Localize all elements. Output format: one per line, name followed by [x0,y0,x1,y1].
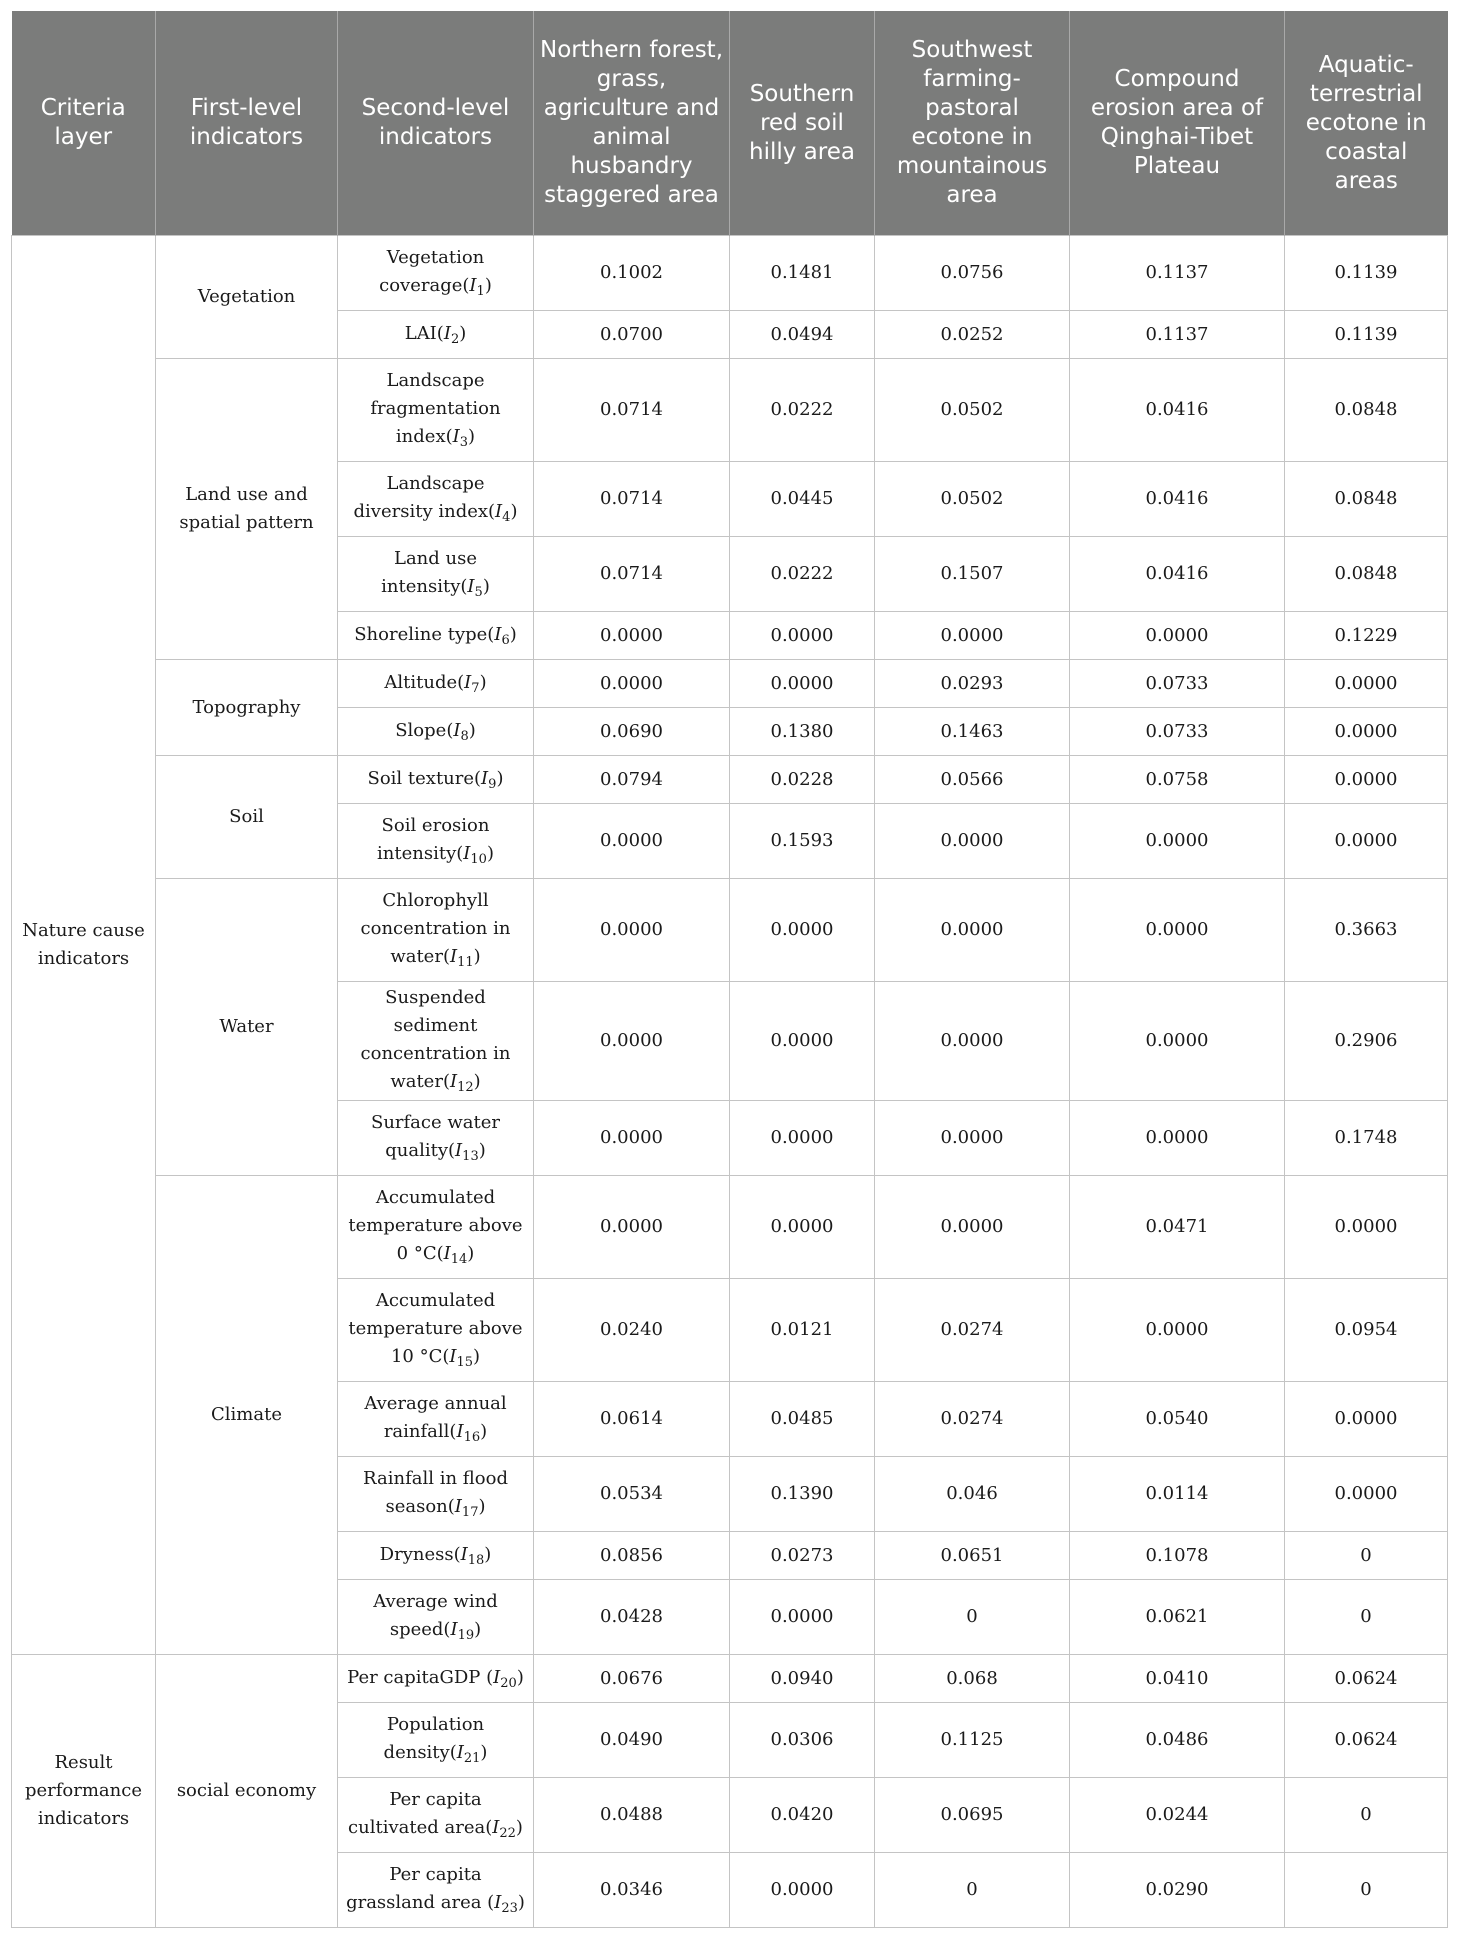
indicator-close-paren: ) [480,1421,488,1442]
indicator-subscript: 14 [450,1252,468,1267]
header-criteria-layer: Criteria layer [12,11,156,236]
indicator-label: Population density( [383,1714,485,1763]
weight-value-cell: 0.0758 [1070,756,1285,804]
header-northern-area: Northern forest, grass, agriculture and animal husbandry staggered area [534,11,730,236]
weight-value-cell: 0.0273 [730,1532,875,1580]
second-level-indicator-cell [338,1580,534,1655]
indicator-symbol: I [494,1892,502,1913]
weight-value-cell: 0.0000 [875,982,1070,1101]
indicator-label: Soil erosion intensity( [377,815,490,864]
weight-value-cell: 0.0228 [730,756,875,804]
weight-value-cell: 0.0000 [1285,1457,1448,1532]
weight-value-cell: 0 [1285,1853,1448,1928]
indicator-close-paren: ) [467,1243,475,1264]
weight-value-cell: 0.3663 [1285,879,1448,982]
table-row [12,756,1448,804]
second-level-indicator-cell [338,236,534,311]
indicator-close-paren: ) [480,1742,488,1763]
weight-value-cell: 0.0954 [1285,1279,1448,1382]
second-level-indicator-cell [338,1279,534,1382]
indicator-weight-table-container [11,11,1448,1928]
weight-value-cell: 0.0445 [730,462,875,537]
table-row [12,660,1448,708]
weight-value-cell: 0.0000 [534,804,730,879]
weight-value-cell: 0.0000 [730,1580,875,1655]
indicator-label: Landscape diversity index( [353,473,496,522]
weight-value-cell: 0.0274 [875,1279,1070,1382]
weight-value-cell: 0.0614 [534,1382,730,1457]
indicator-close-paren: ) [473,1071,481,1092]
weight-value-cell: 0.0000 [1070,879,1285,982]
weight-value-cell: 0.0121 [730,1279,875,1382]
weight-value-cell: 0.0293 [875,660,1070,708]
indicator-symbol: I [443,1243,451,1264]
indicator-symbol: I [460,1543,468,1565]
second-level-indicator-cell [338,1655,534,1703]
weight-value-cell: 0.1002 [534,236,730,311]
indicator-symbol: I [453,719,461,741]
weight-value-cell: 0.0244 [1070,1778,1285,1853]
indicator-subscript: 13 [462,1149,479,1164]
indicator-label: Accumulated temperature above 10 °C( [348,1290,523,1367]
weight-value-cell: 0.0695 [875,1778,1070,1853]
weight-value-cell: 0.0502 [875,359,1070,462]
second-level-indicator-cell [338,1382,534,1457]
indicator-close-paren: ) [474,1619,482,1640]
second-level-indicator-cell [338,1703,534,1778]
table-row [12,1176,1448,1279]
indicator-close-paren: ) [459,322,467,344]
indicator-close-paren: ) [484,275,492,296]
weight-value-cell: 0 [1285,1580,1448,1655]
weight-value-cell: 0.0290 [1070,1853,1285,1928]
weight-value-cell: 0.2906 [1285,982,1448,1101]
indicator-label: Suspended sediment concentration in water( [360,987,511,1092]
weight-value-cell: 0.1078 [1070,1532,1285,1580]
table-body [12,236,1448,1928]
header-second-level: Second-level indicators [338,11,534,236]
second-level-indicator-cell [338,359,534,462]
weight-value-cell: 0.1139 [1285,236,1448,311]
indicator-subscript: 1 [476,284,485,299]
criteria-layer-cell: Result performance indicators [12,1655,156,1928]
header-southwest-area: Southwest farming-pastoral ecotone in mountainous area [875,11,1070,236]
weight-value-cell: 0.0000 [1285,756,1448,804]
weight-value-cell: 0.0000 [1070,804,1285,879]
weight-value-cell: 0.0502 [875,462,1070,537]
weight-value-cell: 0.0848 [1285,537,1448,612]
indicator-symbol: I [456,1742,464,1763]
weight-value-cell: 0.0000 [875,804,1070,879]
indicator-label: Soil texture( [367,767,482,789]
weight-value-cell: 0.0000 [730,660,875,708]
indicator-label: Slope( [395,719,454,741]
indicator-close-paren: ) [468,719,476,741]
weight-value-cell: 0.0306 [730,1703,875,1778]
weight-value-cell: 0.0485 [730,1382,875,1457]
weight-value-cell: 0.0420 [730,1778,875,1853]
indicator-subscript: 8 [460,728,469,744]
weight-value-cell: 0.1390 [730,1457,875,1532]
indicator-close-paren: ) [473,1346,481,1367]
weight-value-cell: 0.0000 [1285,1382,1448,1457]
indicator-close-paren: ) [484,1543,492,1565]
indicator-subscript: 20 [500,1675,517,1691]
indicator-symbol: I [464,671,472,693]
indicator-label: Per capitaGDP ( [347,1666,494,1688]
indicator-label: Accumulated temperature above 0 °C( [348,1187,523,1264]
weight-value-cell: 0.0690 [534,708,730,756]
indicator-close-paren: ) [486,843,494,864]
indicator-label: Average wind speed( [373,1591,498,1640]
weight-value-cell: 0.0000 [875,1101,1070,1176]
weight-value-cell: 0.1137 [1070,311,1285,359]
second-level-indicator-cell [338,311,534,359]
indicator-subscript: 15 [456,1355,474,1370]
indicator-symbol: I [495,501,503,522]
weight-value-cell: 0.0000 [875,612,1070,660]
indicator-subscript: 21 [463,1751,481,1766]
weight-value-cell: 0.0000 [1070,1279,1285,1382]
weight-value-cell: 0.0416 [1070,462,1285,537]
weight-value-cell: 0.0000 [1285,660,1448,708]
weight-value-cell: 0.0222 [730,537,875,612]
weight-value-cell: 0.0000 [730,1853,875,1928]
indicator-label: Land use intensity( [381,548,477,597]
weight-value-cell: 0.046 [875,1457,1070,1532]
indicator-label: Chlorophyll concentration in water( [360,890,511,967]
weight-value-cell: 0.1139 [1285,311,1448,359]
second-level-indicator-cell [338,537,534,612]
table-row [12,1655,1448,1703]
header-qinghai-tibet-area: Compound erosion area of Qinghai-Tibet Plateau [1070,11,1285,236]
weight-value-cell: 0.0624 [1285,1655,1448,1703]
indicator-symbol: I [492,1817,500,1838]
weight-value-cell: 0.0410 [1070,1655,1285,1703]
weight-value-cell: 0.0490 [534,1703,730,1778]
weight-value-cell: 0.0000 [730,879,875,982]
weight-value-cell: 0.0000 [730,1176,875,1279]
indicator-subscript: 10 [470,852,487,867]
weight-value-cell: 0.0000 [1285,1176,1448,1279]
indicator-symbol: I [463,843,471,864]
indicator-subscript: 17 [461,1505,479,1520]
first-level-indicator-cell: Land use and spatial pattern [156,359,338,660]
first-level-indicator-cell: Water [156,879,338,1176]
weight-value-cell: 0.0000 [534,660,730,708]
indicator-subscript: 16 [463,1430,481,1445]
second-level-indicator-cell [338,612,534,660]
indicator-label: Vegetation coverage( [379,247,485,296]
weight-value-cell: 0.0714 [534,537,730,612]
table-row [12,236,1448,311]
second-level-indicator-cell [338,1532,534,1580]
weight-value-cell: 0.1463 [875,708,1070,756]
second-level-indicator-cell [338,1176,534,1279]
weight-value-cell: 0.0540 [1070,1382,1285,1457]
first-level-indicator-cell: Soil [156,756,338,879]
indicator-subscript: 7 [471,680,480,696]
weight-value-cell: 0.0000 [875,1176,1070,1279]
indicator-label: Surface water quality( [370,1112,500,1161]
second-level-indicator-cell [338,462,534,537]
indicator-symbol: I [443,322,451,344]
indicator-close-paren: ) [496,767,504,789]
indicator-symbol: I [449,946,458,967]
weight-value-cell: 0.0000 [1285,804,1448,879]
indicator-label: Altitude( [384,671,465,693]
indicator-symbol: I [494,623,502,645]
indicator-symbol: I [493,1666,501,1688]
criteria-layer-cell: Nature cause indicators [12,236,156,1655]
weight-value-cell: 0.0676 [534,1655,730,1703]
indicator-close-paren: ) [468,426,476,447]
header-coastal-area: Aquatic-terrestrial ecotone in coastal areas [1285,11,1448,236]
second-level-indicator-cell [338,660,534,708]
weight-value-cell: 0.0000 [1070,612,1285,660]
indicator-subscript: 22 [499,1826,516,1841]
header-southern-area: Southern red soil hilly area [730,11,875,236]
indicator-label: LAI( [404,322,444,344]
second-level-indicator-cell [338,1457,534,1532]
indicator-symbol: I [449,1346,457,1367]
indicator-subscript: 18 [467,1552,485,1568]
weight-value-cell: 0.0471 [1070,1176,1285,1279]
weight-value-cell: 0.0000 [730,1101,875,1176]
first-level-indicator-cell: Topography [156,660,338,756]
indicator-label: Per capita cultivated area( [348,1789,493,1838]
indicator-symbol: I [456,1421,464,1442]
second-level-indicator-cell [338,804,534,879]
weight-value-cell: 0.0222 [730,359,875,462]
weight-value-cell: 0.0940 [730,1655,875,1703]
second-level-indicator-cell [338,1853,534,1928]
indicator-subscript: 12 [457,1080,474,1095]
indicator-label: Rainfall in flood season( [363,1468,508,1517]
indicator-label: Average annual rainfall( [364,1393,507,1442]
weight-value-cell: 0.0000 [534,982,730,1101]
weight-value-cell: 0.0000 [534,1101,730,1176]
indicator-close-paren: ) [509,623,517,645]
indicator-subscript: 11 [457,955,474,970]
indicator-symbol: I [450,1619,458,1640]
weight-value-cell: 0.0000 [730,612,875,660]
weight-value-cell: 0.1380 [730,708,875,756]
weight-value-cell: 0.0000 [534,612,730,660]
indicator-close-paren: ) [515,1817,523,1838]
weight-value-cell: 0.0733 [1070,660,1285,708]
weight-value-cell: 0.0848 [1285,462,1448,537]
weight-value-cell: 0 [1285,1532,1448,1580]
weight-value-cell: 0.0848 [1285,359,1448,462]
weight-value-cell: 0 [875,1853,1070,1928]
weight-value-cell: 0.0000 [1070,982,1285,1101]
indicator-weight-table [11,11,1448,1928]
indicator-subscript: 5 [474,585,483,600]
weight-value-cell: 0.0252 [875,311,1070,359]
weight-value-cell: 0.0000 [534,879,730,982]
weight-value-cell: 0.0274 [875,1382,1070,1457]
indicator-subscript: 6 [501,632,510,648]
first-level-indicator-cell: Vegetation [156,236,338,359]
indicator-subscript: 23 [501,1901,518,1916]
header-row [12,11,1448,236]
weight-value-cell: 0.0621 [1070,1580,1285,1655]
weight-value-cell: 0.0428 [534,1580,730,1655]
weight-value-cell: 0.1229 [1285,612,1448,660]
weight-value-cell: 0.0416 [1070,359,1285,462]
indicator-label: Shoreline type( [354,623,495,645]
weight-value-cell: 0.0000 [730,982,875,1101]
second-level-indicator-cell [338,1101,534,1176]
indicator-subscript: 2 [450,331,460,347]
indicator-symbol: I [469,275,477,296]
indicator-label: Landscape fragmentation index( [370,370,501,447]
indicator-close-paren: ) [517,1892,525,1913]
weight-value-cell: 0.0416 [1070,537,1285,612]
weight-value-cell: 0.068 [875,1655,1070,1703]
second-level-indicator-cell [338,982,534,1101]
indicator-symbol: I [454,1496,462,1517]
weight-value-cell: 0.1125 [875,1703,1070,1778]
weight-value-cell: 0.0000 [534,1176,730,1279]
second-level-indicator-cell [338,756,534,804]
indicator-symbol: I [452,426,460,447]
weight-value-cell: 0.0486 [1070,1703,1285,1778]
weight-value-cell: 0.0651 [875,1532,1070,1580]
weight-value-cell: 0.0000 [1070,1101,1285,1176]
weight-value-cell: 0.0534 [534,1457,730,1532]
weight-value-cell: 0 [1285,1778,1448,1853]
indicator-close-paren: ) [510,501,518,522]
first-level-indicator-cell: Climate [156,1176,338,1655]
indicator-symbol: I [481,767,489,789]
weight-value-cell: 0.1748 [1285,1101,1448,1176]
first-level-indicator-cell: social economy [156,1655,338,1928]
weight-value-cell: 0.0714 [534,359,730,462]
weight-value-cell: 0.0240 [534,1279,730,1382]
weight-value-cell: 0.0494 [730,311,875,359]
weight-value-cell: 0.0856 [534,1532,730,1580]
weight-value-cell: 0.0714 [534,462,730,537]
weight-value-cell: 0.0346 [534,1853,730,1928]
weight-value-cell: 0.0488 [534,1778,730,1853]
weight-value-cell: 0 [875,1580,1070,1655]
weight-value-cell: 0.0794 [534,756,730,804]
indicator-close-paren: ) [473,946,481,967]
indicator-close-paren: ) [482,576,490,597]
table-row [12,879,1448,982]
weight-value-cell: 0.1507 [875,537,1070,612]
weight-value-cell: 0.0756 [875,236,1070,311]
weight-value-cell: 0.0733 [1070,708,1285,756]
indicator-symbol: I [449,1071,458,1092]
indicator-subscript: 4 [502,510,511,525]
indicator-subscript: 3 [459,435,469,450]
weight-value-cell: 0.0114 [1070,1457,1285,1532]
weight-value-cell: 0.0566 [875,756,1070,804]
weight-value-cell: 0.1481 [730,236,875,311]
weight-value-cell: 0.0000 [875,879,1070,982]
weight-value-cell: 0.0000 [1285,708,1448,756]
indicator-symbol: I [467,576,475,597]
weight-value-cell: 0.1593 [730,804,875,879]
indicator-close-paren: ) [479,671,487,693]
header-first-level: First-level indicators [156,11,338,236]
indicator-close-paren: ) [478,1496,486,1517]
second-level-indicator-cell [338,708,534,756]
weight-value-cell: 0.0700 [534,311,730,359]
indicator-close-paren: ) [478,1140,486,1161]
indicator-label: Per capita grassland area ( [346,1864,495,1913]
indicator-subscript: 19 [457,1628,475,1643]
weight-value-cell: 0.0624 [1285,1703,1448,1778]
table-row [12,359,1448,462]
second-level-indicator-cell [338,1778,534,1853]
indicator-close-paren: ) [516,1666,524,1688]
second-level-indicator-cell [338,879,534,982]
weight-value-cell: 0.1137 [1070,236,1285,311]
indicator-symbol: I [455,1140,463,1161]
indicator-label: Dryness( [379,1543,461,1565]
indicator-subscript: 9 [488,776,497,792]
